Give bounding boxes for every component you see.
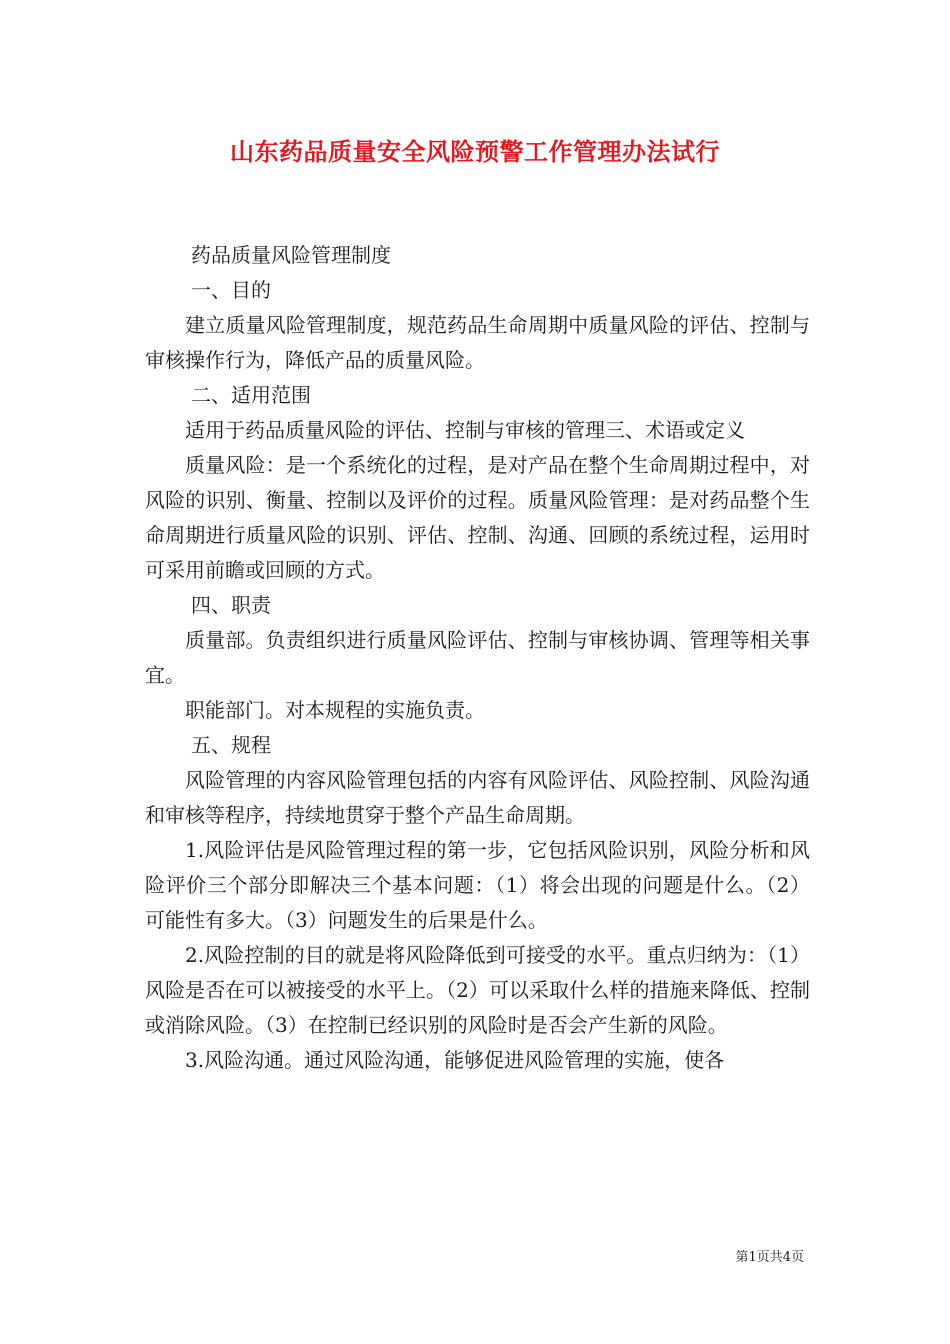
body-paragraph: 1.风险评估是风险管理过程的第一步，它包括风险识别，风险分析和风险评价三个部分即解决三个基本问题：（1）将会出现的问题是什么。（2）可能性有多大。（3）问题发生的后果是什么。 bbox=[145, 838, 810, 932]
document-body bbox=[145, 238, 810, 1078]
section-heading: 五、规程 bbox=[191, 733, 271, 757]
body-paragraph: 质量风险：是一个系统化的过程，是对产品在整个生命周期过程中，对风险的识别、衡量、控制以及评价的过程。质量风险管理：是对药品整个生命周期进行质量风险的识别、评估、控制、沟通、回顾的系统过程，运用时可采用前瞻或回顾的方式。 bbox=[145, 453, 810, 582]
body-paragraph: 质量部。负责组织进行质量风险评估、控制与审核协调、管理等相关事宜。 bbox=[145, 628, 810, 687]
body-paragraph: 职能部门。对本规程的实施负责。 bbox=[185, 698, 485, 722]
section-heading: 一、目的 bbox=[191, 278, 271, 302]
body-paragraph: 风险管理的内容风险管理包括的内容有风险评估、风险控制、风险沟通和审核等程序，持续地贯穿于整个产品生命周期。 bbox=[145, 768, 810, 827]
body-paragraph: 适用于药品质量风险的评估、控制与审核的管理三、术语或定义 bbox=[185, 418, 745, 442]
body-paragraph: 建立质量风险管理制度，规范药品生命周期中质量风险的评估、控制与审核操作行为，降低产品的质量风险。 bbox=[145, 313, 810, 372]
body-paragraph: 3.风险沟通。通过风险沟通，能够促进风险管理的实施，使各 bbox=[185, 1048, 725, 1072]
document-title: 山东药品质量安全风险预警工作管理办法试行 bbox=[230, 137, 720, 166]
section-heading: 二、适用范围 bbox=[191, 383, 311, 407]
body-paragraph: 2.风险控制的目的就是将风险降低到可接受的水平。重点归纳为：（1）风险是否在可以被接受的水平上。（2）可以采取什么样的措施来降低、控制或消除风险。（3）在控制已经识别的风险时是否会产生新的风险。 bbox=[145, 943, 810, 1037]
page-number-footer: 第1页共4页 bbox=[735, 1250, 804, 1265]
section-heading: 四、职责 bbox=[191, 593, 271, 617]
section-heading: 药品质量风险管理制度 bbox=[191, 243, 391, 267]
